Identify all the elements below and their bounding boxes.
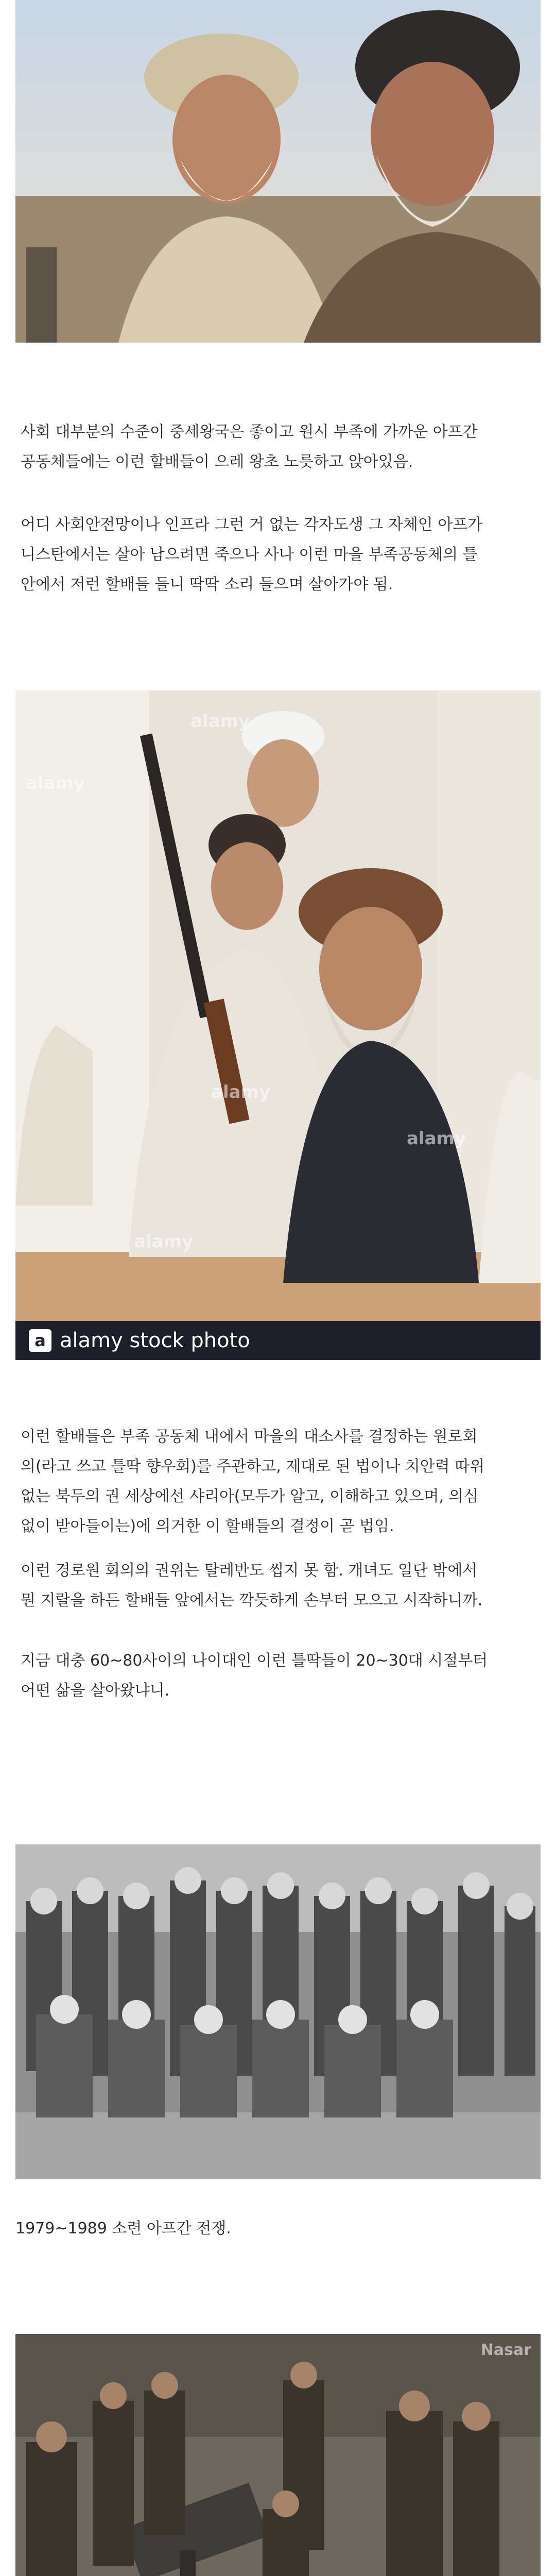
photo-two-elders [15,0,541,343]
paragraph-2: 어디 사회안전망이나 인프라 그런 거 없는 각자도생 그 자체인 아프가 니스탄에서는 살아 남으려면 죽으나 사나 이런 마을 부족공동체의 틀 안에서 저런 할배들 들니 딱딱 소리 들으며 살아가야 됨. [21,516,483,594]
watermark-alamy: alamy [407,1128,466,1149]
watermark-alamy: alamy [134,1231,194,1252]
watermark-alamy: alamy [190,711,250,732]
alamy-logo-icon: a [29,1329,51,1352]
photo-armed-elders [15,690,541,1360]
watermark-alamy: alamy [211,1082,271,1103]
paragraph-4: 이런 경로원 회의의 권위는 탈레반도 씹지 못 함. 개녀도 일단 밖에서 뭔 지랄을 하든 할배들 앞에서는 깍듯하게 손부터 모으고 시작하니까. [21,1562,483,1609]
alamy-stock-bar [15,1321,541,1360]
watermark-nasar: Nasar [480,2341,531,2359]
photo-mujahideen-group [15,1844,541,2179]
caption-soviet-afghan-war: 1979~1989 소련 아프간 전쟁. [15,2219,231,2238]
alamy-stock-label: alamy stock photo [60,1329,250,1352]
photo-civil-war-fighters [15,2334,541,2576]
watermark-alamy: alamy [26,773,85,793]
paragraph-3: 이런 할배들은 부족 공동체 내에서 마을의 대소사를 결정하는 원로회 의(라고 쓰고 틀딱 향우회)를 주관하고, 제대로 된 법이나 치안력 따위 없는 북두의 권 세상에선 샤리아(모두가 알고, 이해하고 있으며, 의심 없이 받아들이는)에 의거한 이 할배들의 결정이 곧 법임. [21,1428,485,1535]
paragraph-1: 사회 대부분의 수준이 중세왕국은 좋이고 원시 부족에 가까운 아프간 공동체들에는 이런 할배들이 으레 왕초 노릇하고 앉아있음. [21,423,478,471]
paragraph-5: 지금 대충 60~80사이의 나이대인 이런 틀딱들이 20~30대 시절부터 어떤 삶을 살아왔냐니. [21,1652,488,1700]
